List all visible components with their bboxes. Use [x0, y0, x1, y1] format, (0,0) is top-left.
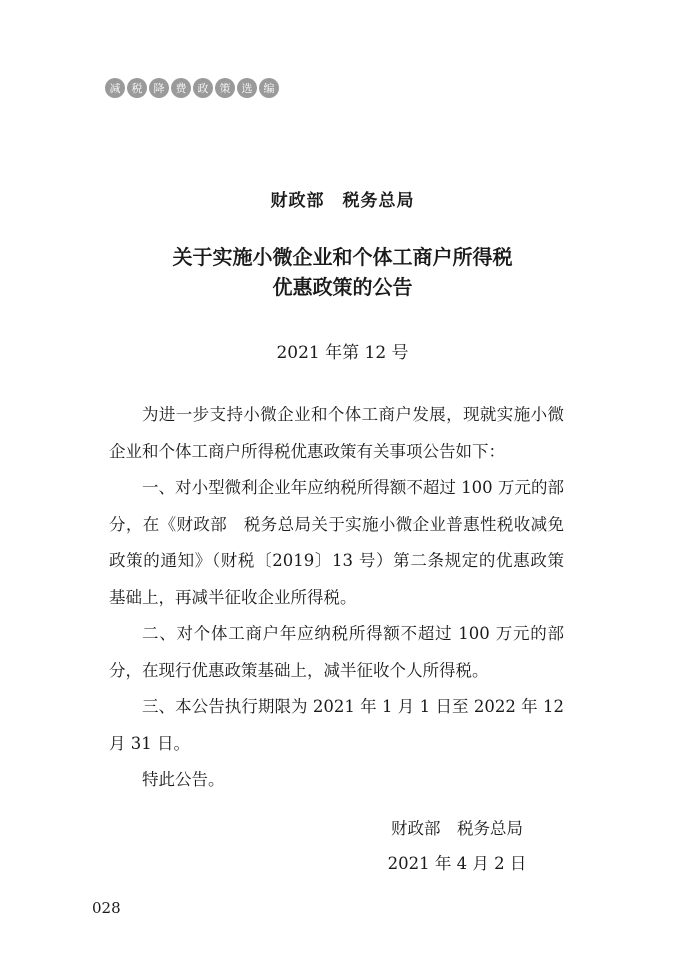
issuing-authority: 财政部 税务总局: [270, 191, 415, 211]
series-char: 政: [193, 78, 213, 98]
title-line-2: 优惠政策的公告: [272, 275, 413, 299]
title-line-1: 关于实施小微企业和个体工商户所得税: [172, 245, 513, 269]
signature-organization: 财政部 税务总局: [391, 819, 523, 838]
document-number: 2021 年第 12 号: [276, 343, 409, 363]
series-char: 编: [259, 78, 279, 98]
page-number: 028: [92, 899, 121, 917]
series-char: 费: [171, 78, 191, 98]
series-title-badge: [105, 78, 279, 98]
document-title: [0, 242, 685, 302]
series-char: 选: [237, 78, 257, 98]
series-char: 减: [105, 78, 125, 98]
document-body: [109, 397, 564, 799]
series-char: 策: [215, 78, 235, 98]
body-paragraph: 二、对个体工商户年应纳税所得额不超过 100 万元的部分，在现行优惠政策基础上，减半征收个人所得税。: [109, 624, 564, 680]
series-char: 降: [149, 78, 169, 98]
body-paragraph: 为进一步支持小微企业和个体工商户发展，现就实施小微企业和个体工商户所得税优惠政策有关事项公告如下：: [109, 405, 564, 461]
series-char: 税: [127, 78, 147, 98]
signature-date: 2021 年 4 月 2 日: [387, 854, 527, 873]
body-paragraph: 一、对小型微利企业年应纳税所得额不超过 100 万元的部分，在《财政部 税务总局关于实施小微企业普惠性税收减免政策的通知》（财税〔2019〕13 号）第二条规定的优惠政策基础上，再减半征收企业所得税。: [109, 478, 564, 607]
body-paragraph: 三、本公告执行期限为 2021 年 1 月 1 日至 2022 年 12 月 31 日。: [109, 697, 564, 753]
body-paragraph: 特此公告。: [142, 770, 225, 789]
